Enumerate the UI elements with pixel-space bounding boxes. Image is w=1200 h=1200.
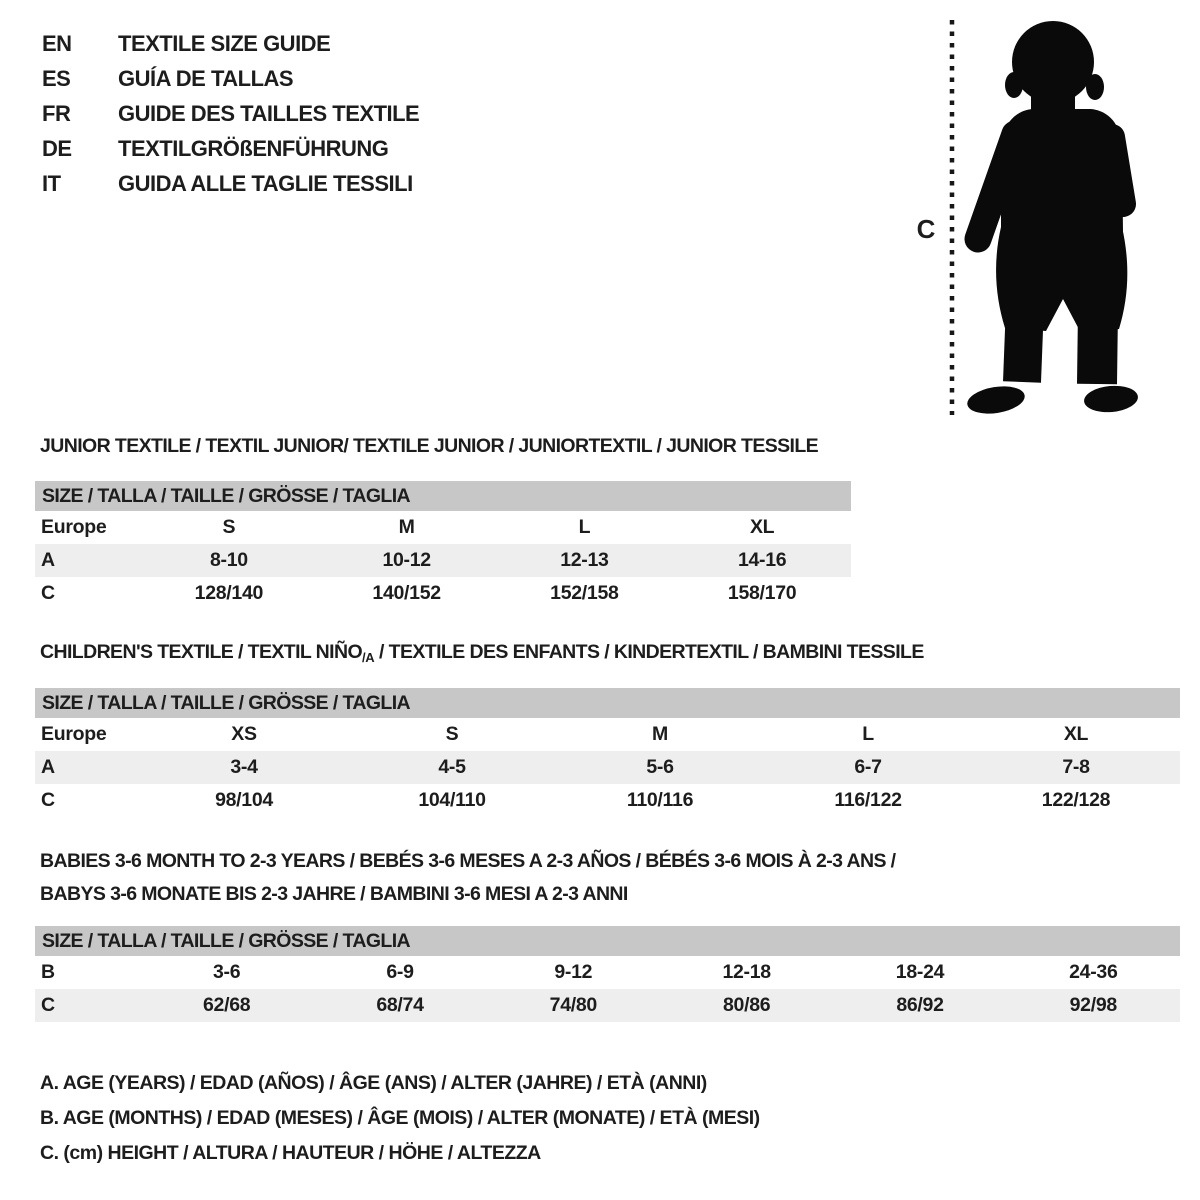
- size-cell: 98/104: [215, 789, 273, 811]
- size-cell: 86/92: [896, 994, 944, 1016]
- size-cell: 6-9: [386, 961, 414, 983]
- language-code: IT: [42, 170, 61, 196]
- size-cell: 128/140: [194, 582, 264, 604]
- language-row-en: [42, 26, 419, 61]
- row-label: Europe: [41, 723, 107, 745]
- size-cell: 140/152: [372, 582, 441, 604]
- junior-size-table: [35, 481, 851, 610]
- language-row-es: [42, 61, 419, 96]
- children-section-title: [40, 641, 924, 665]
- height-marker-label: C: [916, 214, 936, 244]
- language-code: FR: [42, 100, 71, 126]
- language-row-de: [42, 131, 419, 166]
- size-cell: 3-6: [213, 961, 241, 983]
- language-code: ES: [42, 65, 71, 91]
- children-size-header-band: SIZE / TALLA / TAILLE / GRÖSSE / TAGLIA: [35, 688, 1180, 718]
- size-cell: M: [652, 723, 668, 745]
- legend-line-a: A. AGE (YEARS) / EDAD (AÑOS) / ÂGE (ANS) / ALTER (JAHRE) / ETÀ (ANNI): [40, 1072, 707, 1094]
- legend-line-c: C. (cm) HEIGHT / ALTURA / HAUTEUR / HÖHE / ALTEZZA: [40, 1142, 541, 1164]
- row-label: C: [41, 994, 55, 1016]
- size-cell: S: [222, 516, 236, 538]
- size-cell: 116/122: [834, 789, 902, 811]
- row-label: C: [41, 582, 55, 604]
- size-cell: 12-13: [560, 549, 609, 571]
- row-label: Europe: [41, 516, 107, 538]
- size-cell: 80/86: [722, 994, 771, 1016]
- size-cell: S: [445, 723, 459, 745]
- language-row-it: [42, 166, 419, 201]
- size-cell: 158/170: [727, 582, 797, 604]
- babies-row-c: [35, 989, 1180, 1022]
- size-cell: XL: [1063, 723, 1089, 745]
- children-title-prefix: CHILDREN'S TEXTILE / TEXTIL NIÑO: [40, 641, 363, 663]
- size-cell: 104/110: [418, 789, 486, 811]
- size-cell: 122/128: [1041, 789, 1111, 811]
- language-code: EN: [42, 30, 72, 56]
- size-cell: 92/98: [1069, 994, 1117, 1016]
- size-cell: 152/158: [550, 582, 619, 604]
- babies-row-b: [35, 956, 1180, 989]
- baby-height-figure: [905, 14, 1165, 419]
- junior-section-title: JUNIOR TEXTILE / TEXTIL JUNIOR/ TEXTILE JUNIOR / JUNIORTEXTIL / JUNIOR TESSILE: [40, 435, 819, 457]
- size-cell: 18-24: [895, 961, 945, 983]
- language-code: DE: [42, 135, 72, 161]
- size-cell: 14-16: [737, 549, 787, 571]
- children-row-a: [35, 751, 1180, 784]
- size-cell: M: [398, 516, 415, 538]
- babies-section-title-line1: BABIES 3-6 MONTH TO 2-3 YEARS / BEBÉS 3-6 MESES A 2-3 AÑOS / BÉBÉS 3-6 MOIS À 2-3 ANS /: [40, 850, 896, 872]
- size-cell: 3-4: [230, 756, 258, 778]
- size-cell: 7-8: [1062, 756, 1090, 778]
- size-cell: 4-5: [438, 756, 466, 778]
- size-cell: 62/68: [203, 994, 251, 1016]
- size-cell: XL: [749, 516, 775, 538]
- language-title: GUIDA ALLE TAGLIE TESSILI: [118, 170, 413, 196]
- junior-size-header-band: SIZE / TALLA / TAILLE / GRÖSSE / TAGLIA: [35, 481, 851, 511]
- size-cell: 68/74: [376, 994, 424, 1016]
- language-title: TEXTILE SIZE GUIDE: [118, 30, 331, 56]
- children-row-c: [35, 784, 1180, 817]
- size-cell: 110/116: [626, 789, 694, 811]
- row-label: C: [41, 789, 55, 811]
- junior-row-c: [35, 577, 851, 610]
- babies-section-title-line2: BABYS 3-6 MONATE BIS 2-3 JAHRE / BAMBINI 3-6 MESI A 2-3 ANNI: [40, 883, 628, 905]
- children-title-suffix: / TEXTILE DES ENFANTS / KINDERTEXTIL / BAMBINI TESSILE: [374, 641, 924, 663]
- language-title: TEXTILGRÖßENFÜHRUNG: [118, 135, 389, 161]
- size-cell: L: [578, 516, 591, 538]
- row-label: A: [41, 549, 55, 571]
- size-cell: 12-18: [722, 961, 771, 983]
- size-cell: 6-7: [854, 756, 882, 778]
- language-title: GUÍA DE TALLAS: [118, 65, 294, 91]
- row-label: B: [41, 961, 55, 983]
- row-label: A: [41, 756, 55, 778]
- language-title-list: [42, 26, 419, 201]
- toddler-silhouette-icon: [965, 21, 1139, 417]
- language-title: GUIDE DES TAILLES TEXTILE: [118, 100, 420, 126]
- size-cell: XS: [231, 723, 257, 745]
- babies-size-table: [35, 926, 1180, 1022]
- junior-row-europe: [35, 511, 851, 544]
- size-cell: 10-12: [382, 549, 431, 571]
- children-size-table: [35, 688, 1180, 817]
- size-cell: 8-10: [209, 549, 248, 571]
- children-row-europe: [35, 718, 1180, 751]
- junior-row-a: [35, 544, 851, 577]
- size-cell: 5-6: [646, 756, 674, 778]
- size-cell: 74/80: [549, 994, 597, 1016]
- size-cell: L: [862, 723, 874, 745]
- measurement-legend: [40, 1066, 760, 1171]
- size-cell: 9-12: [554, 961, 593, 983]
- size-cell: 24-36: [1069, 961, 1118, 983]
- legend-line-b: B. AGE (MONTHS) / EDAD (MESES) / ÂGE (MOIS) / ALTER (MONATE) / ETÀ (MESI): [40, 1107, 760, 1129]
- children-title-subscript: /A: [362, 650, 375, 665]
- babies-size-header-band: SIZE / TALLA / TAILLE / GRÖSSE / TAGLIA: [35, 926, 1180, 956]
- language-row-fr: [42, 96, 419, 131]
